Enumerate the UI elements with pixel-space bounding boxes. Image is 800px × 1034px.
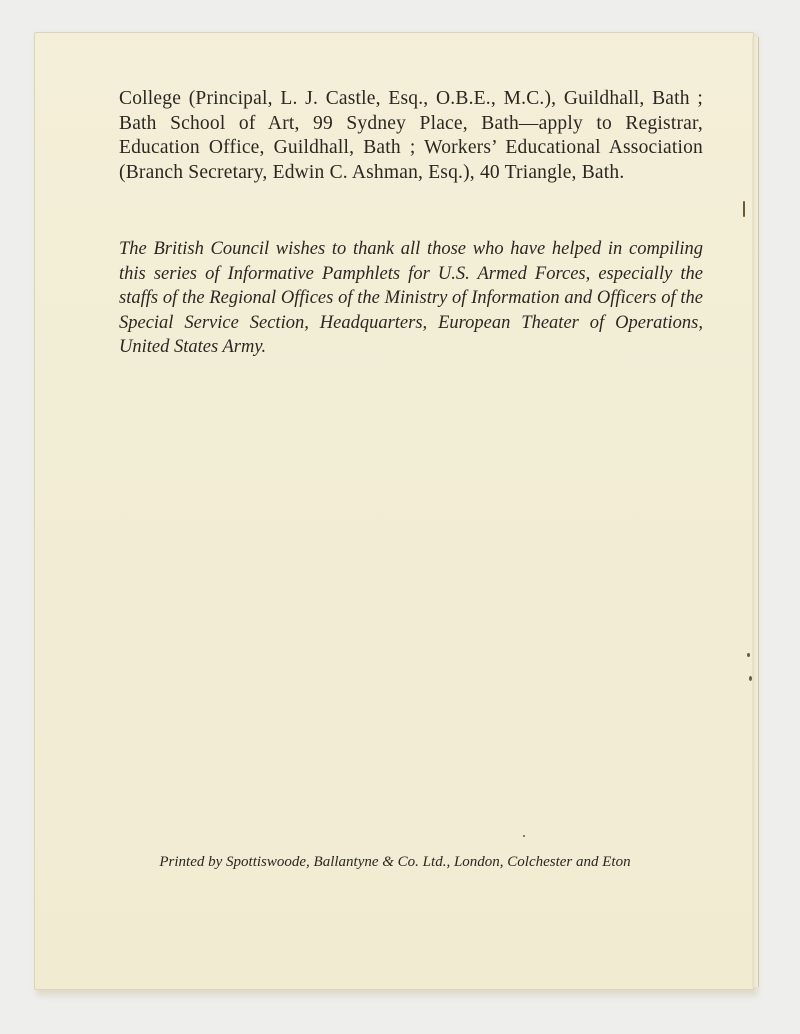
pamphlet-page [34,32,754,990]
paper-speck [743,201,745,217]
printer-credit: Printed by Spottiswoode, Ballantyne & Co. Ltd., London, Colchester and Eton [159,854,631,870]
acknowledgement-paragraph: The British Council wishes to thank all those who have helped in compiling this series of Informative Pamphlets for U.S. Armed Forces, especially the staffs of the Regional Offices of the Ministry of Information and Officers of the Special Service Section, Headquarters, European Theater of Operations, United States Army. [119,239,703,357]
paper-speck [749,676,752,681]
page-edge [752,37,759,987]
paper-speck [523,835,525,837]
body-paragraph: College (Principal, L. J. Castle, Esq., O.B.E., M.C.), Guildhall, Bath ; Bath School of Art, 99 Sydney Place, Bath—apply to Registrar, Education Office, Guildhall, Bath ; Workers’ Educational Association (Branch Secretary, Edwin C. Ashman, Esq.), 40 Triangle, Bath. [119,88,703,183]
paper-speck [747,653,750,657]
